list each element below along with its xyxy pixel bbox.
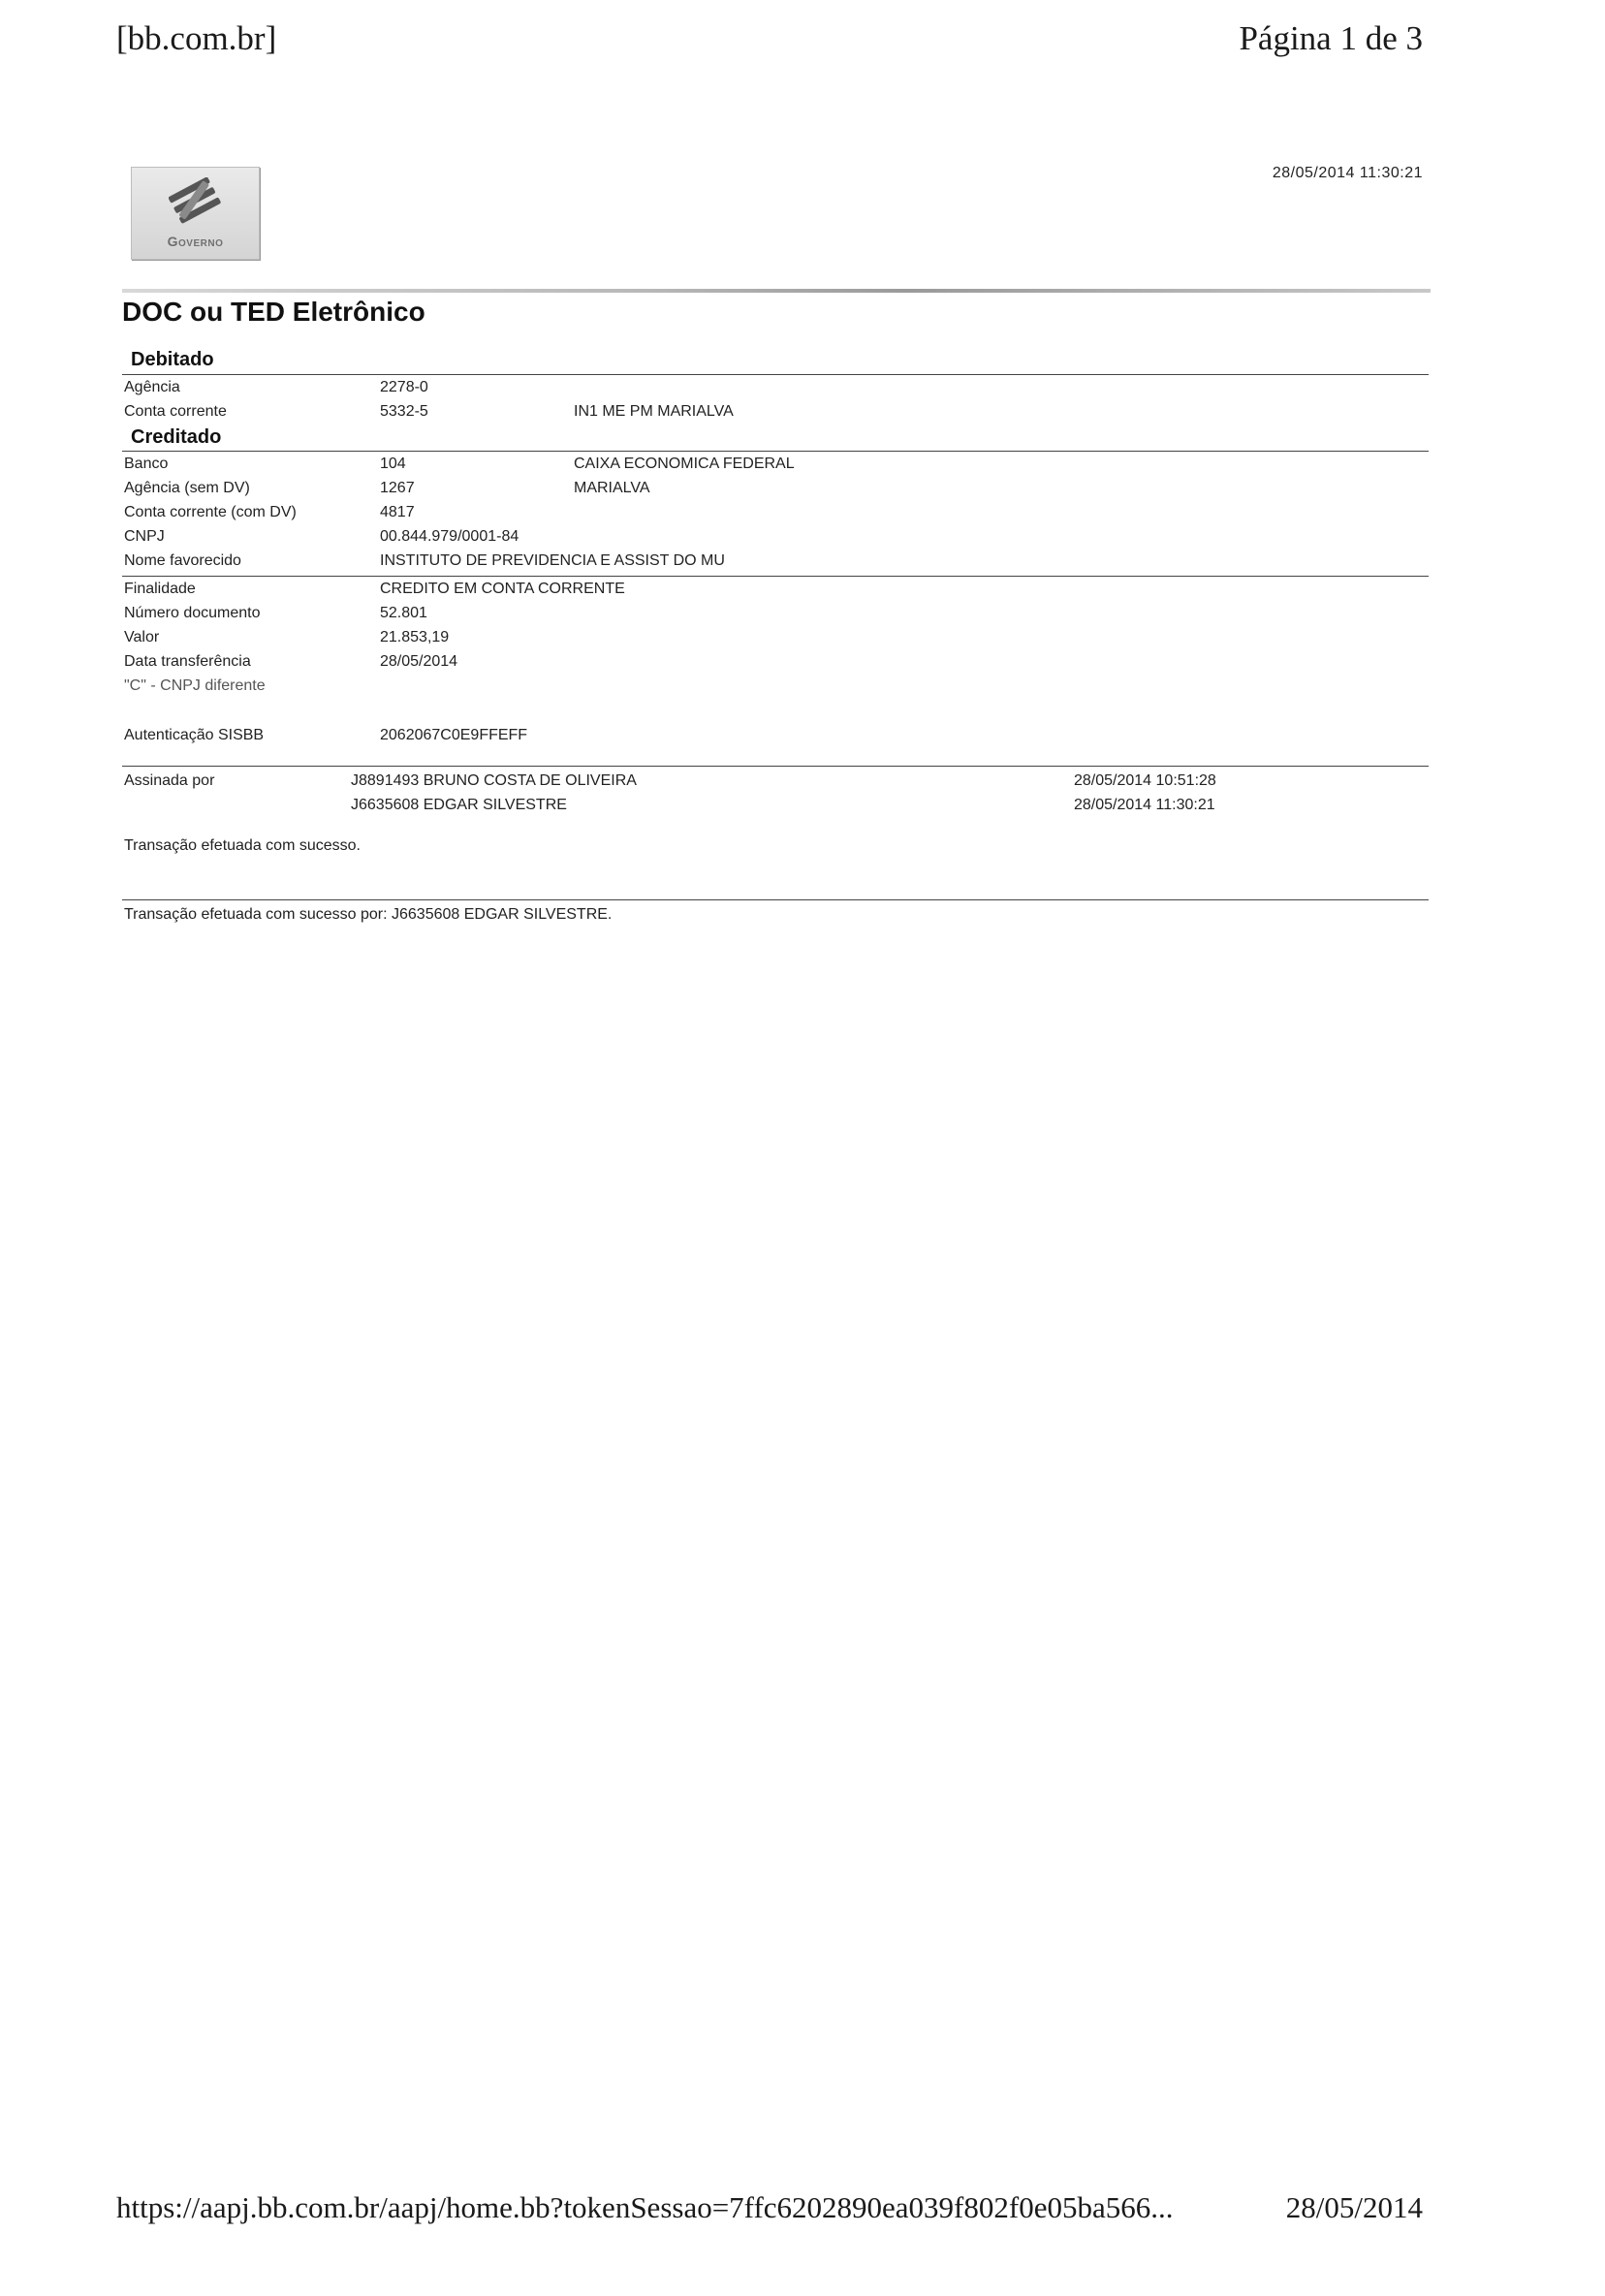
signature-time: 28/05/2014 10:51:28 [1074, 772, 1216, 789]
status-message: Transação efetuada com sucesso. [124, 837, 361, 854]
field-value: 21.853,19 [380, 629, 450, 645]
page-number: Página 1 de 3 [1239, 19, 1423, 57]
field-value: 104 [380, 456, 406, 472]
field-label: Autenticação SISBB [124, 727, 265, 743]
section-debitado-title: Debitado [131, 349, 214, 370]
print-date: 28/05/2014 [1285, 2190, 1423, 2224]
signature-row [124, 772, 1429, 794]
divider [122, 899, 1429, 900]
divider [122, 374, 1429, 375]
field-label: Valor [124, 629, 160, 645]
field-label: Finalidade [124, 581, 196, 597]
divider [122, 576, 1429, 577]
field-label: Agência (sem DV) [124, 480, 250, 496]
divider [122, 766, 1429, 767]
account-holder: IN1 ME PM MARIALVA [574, 403, 734, 420]
header-divider [122, 289, 1431, 293]
field-label: Conta corrente (com DV) [124, 504, 297, 520]
field-label: Conta corrente [124, 403, 227, 420]
status-by-message: Transação efetuada com sucesso por: J6635608 EDGAR SILVESTRE. [124, 906, 613, 923]
field-label: Nome favorecido [124, 552, 241, 569]
field-value: 5332-5 [380, 403, 428, 420]
bb-governo-logo [131, 167, 260, 260]
field-value: CREDITO EM CONTA CORRENTE [380, 581, 625, 597]
signature-row [124, 797, 1429, 818]
bb-logo-icon [169, 177, 221, 224]
field-label: Data transferência [124, 653, 251, 670]
field-value: 1267 [380, 480, 415, 496]
logo-label: Governo [167, 234, 224, 249]
page-title: DOC ou TED Eletrônico [122, 297, 425, 327]
divider [122, 451, 1429, 452]
field-label: Número documento [124, 605, 261, 621]
print-timestamp: 28/05/2014 11:30:21 [1272, 165, 1423, 181]
field-value: 2278-0 [380, 379, 428, 395]
field-label: CNPJ [124, 528, 165, 545]
field-value: 52.801 [380, 605, 427, 621]
bank-name: CAIXA ECONOMICA FEDERAL [574, 456, 795, 472]
field-value: INSTITUTO DE PREVIDENCIA E ASSIST DO MU [380, 552, 725, 569]
signature-time: 28/05/2014 11:30:21 [1074, 797, 1215, 813]
field-value: 28/05/2014 [380, 653, 458, 670]
field-value: 2062067C0E9FFEFF [380, 727, 528, 743]
field-value: 00.844.979/0001-84 [380, 528, 519, 545]
page-url: https://aapj.bb.com.br/aapj/home.bb?tokenSessao=7ffc6202890ea039f802f0e05ba566... [116, 2190, 1174, 2224]
site-header: [bb.com.br] [116, 19, 277, 57]
agency-name: MARIALVA [574, 480, 650, 496]
field-label: Banco [124, 456, 169, 472]
section-creditado-title: Creditado [131, 426, 222, 448]
field-label: Agência [124, 379, 180, 395]
signed-by-label: Assinada por [124, 772, 215, 789]
note-text: "C" - CNPJ diferente [124, 677, 266, 694]
signer-name: J8891493 BRUNO COSTA DE OLIVEIRA [351, 772, 637, 789]
field-value: 4817 [380, 504, 415, 520]
signer-name: J6635608 EDGAR SILVESTRE [351, 797, 567, 813]
